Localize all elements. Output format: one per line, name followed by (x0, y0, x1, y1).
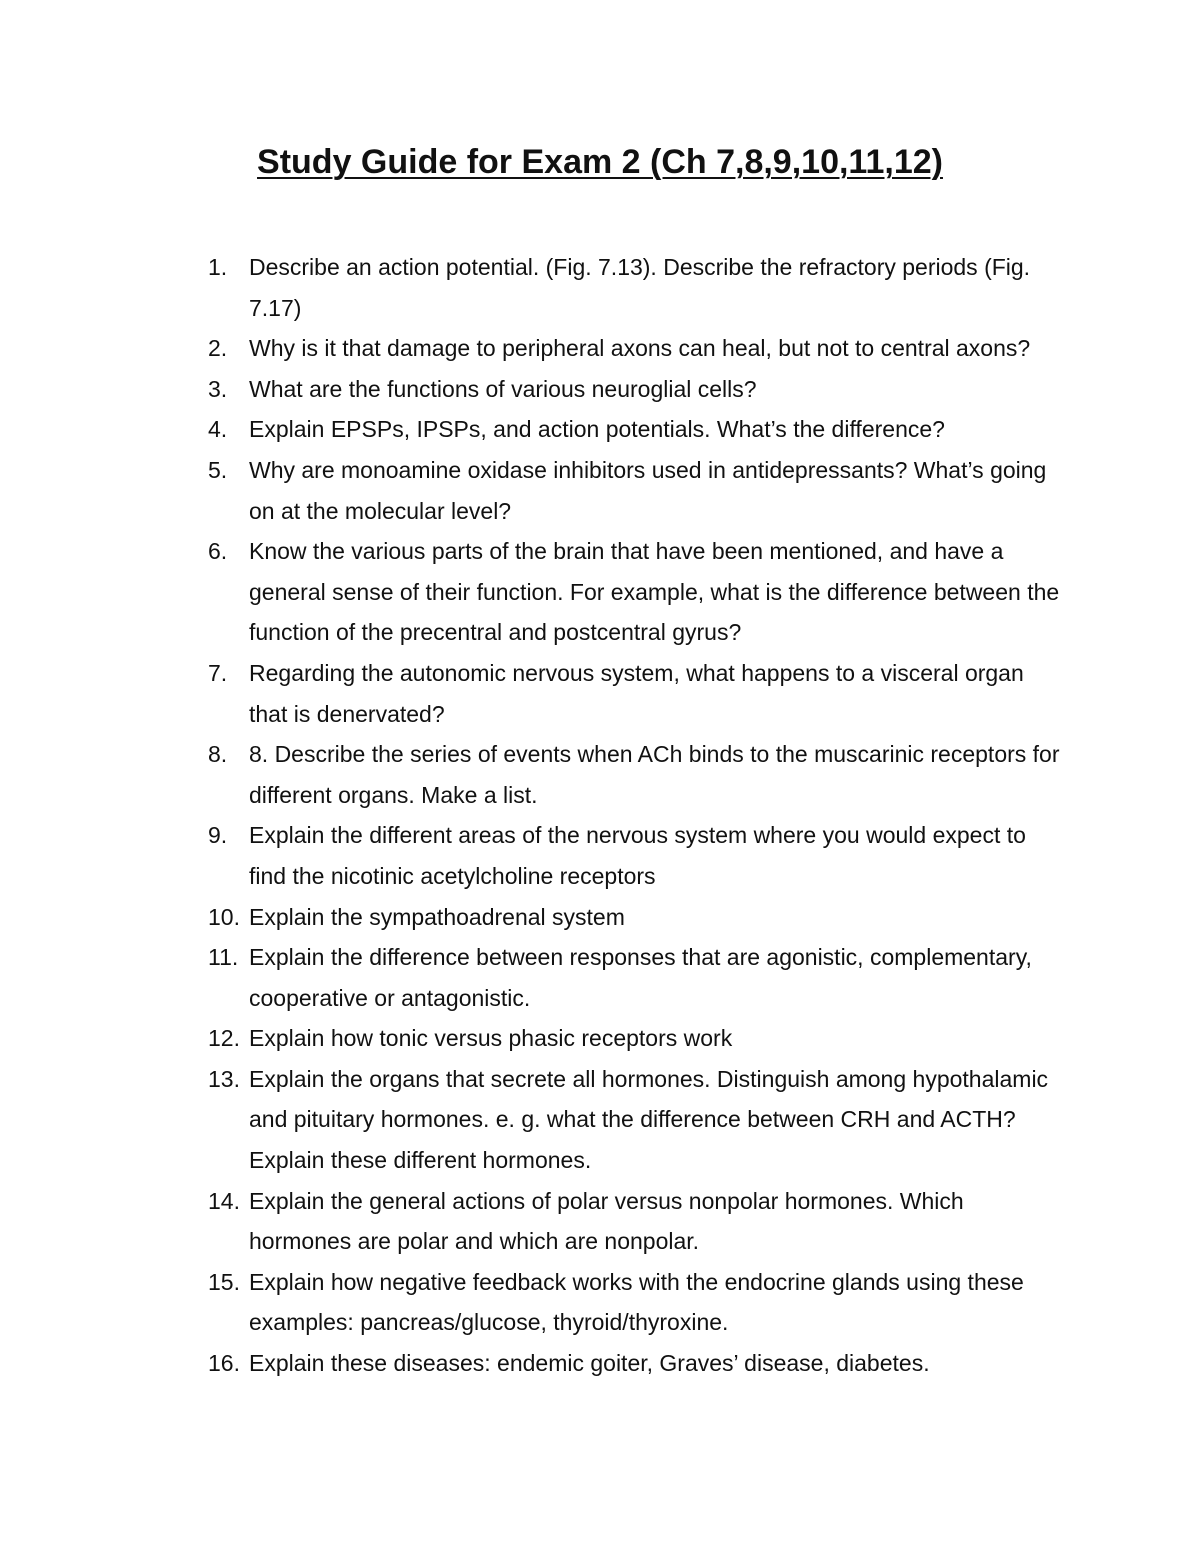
question-text: Describe an action potential. (Fig. 7.13). Describe the refractory periods (Fig. 7.17) (249, 254, 1031, 321)
question-text: Explain EPSPs, IPSPs, and action potentials. What’s the difference? (249, 416, 945, 443)
question-text: Explain how tonic versus phasic receptors work (249, 1025, 733, 1052)
list-item (208, 937, 1068, 1018)
list-item (208, 450, 1068, 531)
question-number: 15. (208, 1268, 240, 1295)
question-number: 4. (208, 416, 228, 443)
list-item (208, 653, 1068, 734)
list-item (208, 531, 1068, 653)
question-text: Explain the different areas of the nervous system where you would expect to find the nicotinic acetylcholine receptors (249, 822, 1026, 889)
question-text: Regarding the autonomic nervous system, what happens to a visceral organ that is denervated? (249, 659, 1024, 727)
question-number: 1. (208, 254, 228, 280)
list-item (208, 247, 1068, 328)
list-item (208, 734, 1068, 815)
question-text: Explain these diseases: endemic goiter, Graves’ disease, diabetes. (249, 1350, 930, 1377)
question-text: Explain the organs that secrete all hormones. Distinguish among hypothalamic and pituitary hormones. e. g. what the difference between CRH and ACTH? Explain these different hormones. (249, 1065, 1049, 1174)
list-item (208, 1181, 1068, 1262)
question-number: 2. (208, 335, 228, 362)
question-text: Explain how negative feedback works with the endocrine glands using these examples: pancreas/glucose, thyroid/thyroxine. (249, 1268, 1024, 1336)
question-text: 8. Describe the series of events when ACh binds to the muscarinic receptors for different organs. Make a list. (249, 741, 1060, 808)
question-number: 16. (208, 1350, 240, 1377)
question-text: Explain the difference between responses that are agonistic, complementary, cooperative or antagonistic. (249, 944, 1032, 1011)
question-number: 7. (208, 659, 228, 686)
list-item (208, 1343, 1068, 1384)
question-number: 3. (208, 375, 228, 402)
question-text: Why is it that damage to peripheral axons can heal, but not to central axons? (249, 335, 1031, 362)
question-number: 6. (208, 538, 228, 565)
question-text: Why are monoamine oxidase inhibitors used in antidepressants? What’s going on at the molecular level? (249, 456, 1047, 524)
question-number: 14. (208, 1187, 240, 1214)
list-item (208, 409, 1068, 450)
question-number: 8. (208, 741, 228, 768)
question-number: 11. (208, 944, 239, 971)
question-text: Explain the sympathoadrenal system (249, 903, 625, 930)
list-item (208, 815, 1068, 896)
document-title: Study Guide for Exam 2 (Ch 7,8,9,10,11,12) (257, 143, 943, 181)
question-number: 13. (208, 1065, 240, 1092)
list-item (208, 1018, 1068, 1059)
question-number: 12. (208, 1025, 240, 1052)
list-item (208, 328, 1068, 369)
question-number: 9. (208, 822, 228, 849)
list-item (208, 1262, 1068, 1343)
list-item (208, 897, 1068, 938)
question-number: 5. (208, 456, 228, 483)
question-text: Explain the general actions of polar versus nonpolar hormones. Which hormones are polar and which are nonpolar. (249, 1187, 964, 1255)
question-number: 10. (208, 903, 240, 930)
question-text: What are the functions of various neuroglial cells? (249, 375, 757, 402)
question-text: Know the various parts of the brain that have been mentioned, and have a general sense of their function. For example, what is the difference between the function of the precentral and postcentral gyrus? (249, 538, 1060, 646)
question-list (208, 247, 1068, 1384)
list-item (208, 369, 1068, 410)
list-item (208, 1059, 1068, 1181)
